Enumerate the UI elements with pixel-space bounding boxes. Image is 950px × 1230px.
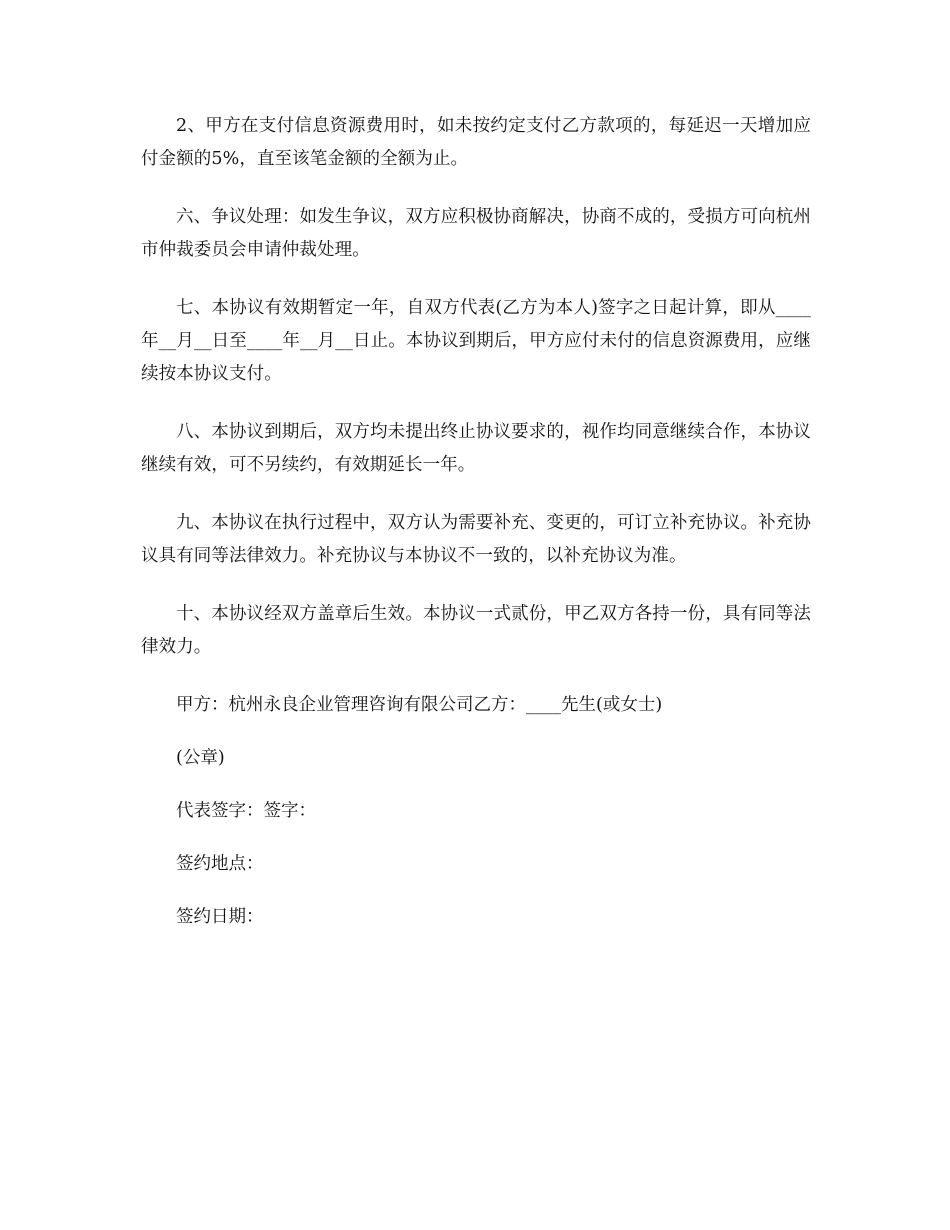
clause-auto-renewal: 八、本协议到期后，双方均未提出终止协议要求的，视作均同意继续合作，本协议继续有效，可不另续约，有效期延长一年。 <box>141 422 811 475</box>
clause-late-payment: 2、甲方在支付信息资源费用时，如未按约定支付乙方款项的，每延迟一天增加应付金额的5%，直至该笔金额的全额为止。 <box>141 116 811 169</box>
clause-dispute-resolution: 六、争议处理：如发生争议，双方应积极协商解决，协商不成的，受损方可向杭州市仲裁委员会申请仲裁处理。 <box>141 207 811 260</box>
signature-block <box>141 689 811 934</box>
clause-supplementary-agreement: 九、本协议在执行过程中，双方认为需要补充、变更的，可订立补充协议。补充协议具有同等法律效力。补充协议与本协议不一致的，以补充协议为准。 <box>141 513 811 566</box>
signing-location-line: 签约地点： <box>176 854 264 874</box>
document-body <box>141 110 811 954</box>
parties-line: 甲方：杭州永良企业管理咨询有限公司乙方：____先生(或女士) <box>176 695 663 715</box>
clause-effectiveness: 十、本协议经双方盖章后生效。本协议一式贰份，甲乙双方各持一份，具有同等法律效力。 <box>141 604 811 657</box>
seal-line: (公章) <box>176 748 225 768</box>
clause-validity-period: 七、本协议有效期暂定一年，自双方代表(乙方为本人)签字之日起计算，即从____年__月__日至____年__月__日止。本协议到期后，甲方应付未付的信息资源费用，应继续按本协议支付。 <box>141 298 811 384</box>
signing-date-line: 签约日期： <box>176 907 264 927</box>
representative-signature-line: 代表签字：签字： <box>176 801 316 821</box>
